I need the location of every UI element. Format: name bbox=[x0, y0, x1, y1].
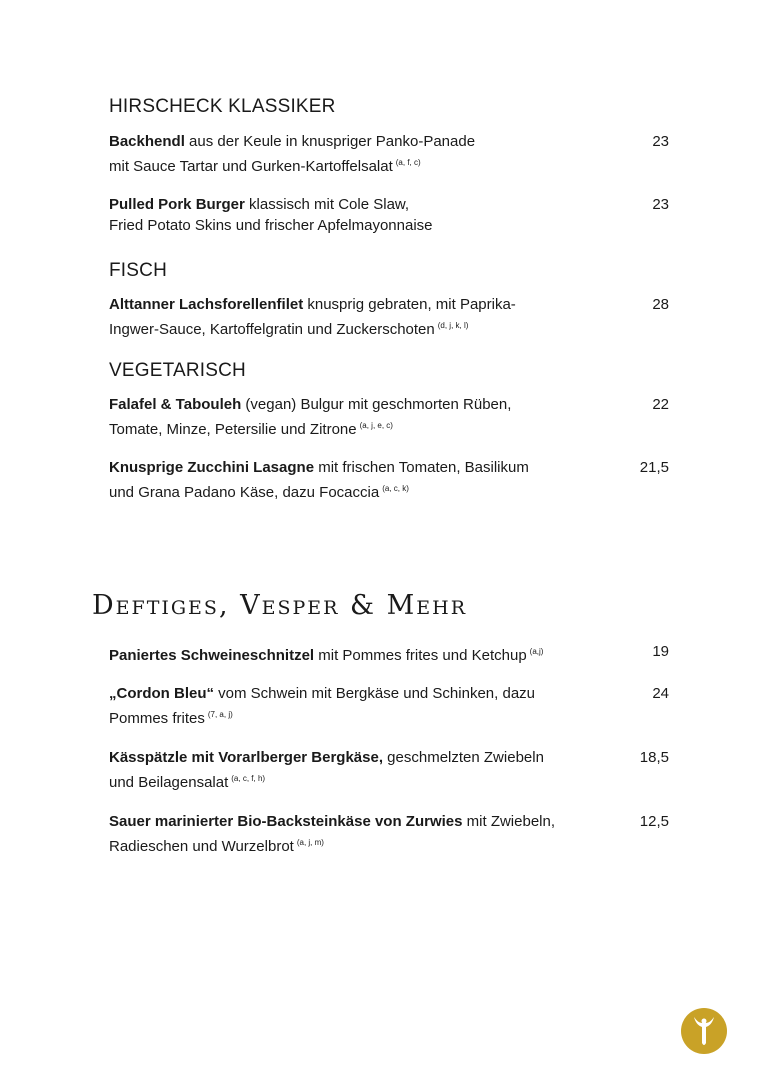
item-name: „Cordon Bleu“ bbox=[109, 685, 214, 702]
item-price: 19 bbox=[652, 643, 669, 660]
allergens: (a, f, c) bbox=[395, 158, 421, 167]
menu-item bbox=[109, 394, 669, 440]
item-text: knusprig gebraten, mit Paprika- bbox=[303, 296, 516, 313]
item-text-2: mit Sauce Tartar und Gurken-Kartoffelsalat bbox=[109, 158, 393, 175]
item-price: 24 bbox=[652, 685, 669, 702]
item-name: Kässpätzle mit Vorarlberger Bergkäse, bbox=[109, 749, 384, 766]
item-price: 23 bbox=[652, 133, 669, 150]
allergens: (a, c, k) bbox=[382, 484, 409, 493]
item-name: Knusprige Zucchini Lasagne bbox=[109, 459, 315, 476]
menu-item bbox=[109, 457, 669, 503]
item-text: mit Pommes frites und Ketchup bbox=[314, 647, 527, 664]
menu-item bbox=[109, 294, 669, 340]
allergens: (a,j) bbox=[529, 647, 544, 656]
item-price: 21,5 bbox=[639, 459, 669, 476]
section-title-vegetarisch: VEGETARISCH bbox=[109, 360, 246, 381]
item-text-2: und Beilagensalat bbox=[109, 774, 229, 791]
item-text-2: Tomate, Minze, Petersilie und Zitrone bbox=[109, 421, 357, 438]
item-text: vom Schwein mit Bergkäse und Schinken, dazu bbox=[214, 685, 535, 702]
allergens: (d, j, k, l) bbox=[437, 321, 469, 330]
item-name: Pulled Pork Burger bbox=[109, 196, 245, 213]
menu-item bbox=[109, 194, 669, 236]
item-text-2: Pommes frites bbox=[109, 710, 205, 727]
item-price: 22 bbox=[652, 396, 669, 413]
item-price: 28 bbox=[652, 296, 669, 313]
allergens: (a, j, e, c) bbox=[359, 421, 393, 430]
deer-logo-icon bbox=[680, 1007, 728, 1055]
item-name: Falafel & Tabouleh bbox=[109, 396, 242, 413]
section-title-deftiges: Deftiges, Vesper & Mehr bbox=[92, 590, 468, 621]
menu-item bbox=[109, 811, 669, 857]
item-name: Backhendl bbox=[109, 133, 185, 150]
item-text: mit frischen Tomaten, Basilikum bbox=[314, 459, 529, 476]
item-text-2: Radieschen und Wurzelbrot bbox=[109, 838, 294, 855]
section-title-fisch: FISCH bbox=[109, 260, 167, 281]
item-name: Paniertes Schweineschnitzel bbox=[109, 647, 315, 664]
item-price: 23 bbox=[652, 196, 669, 213]
menu-item bbox=[109, 641, 669, 666]
item-text: geschmelzten Zwiebeln bbox=[383, 749, 544, 766]
item-text-2: Fried Potato Skins und frischer Apfelmayonnaise bbox=[109, 217, 433, 234]
item-text: (vegan) Bulgur mit geschmorten Rüben, bbox=[241, 396, 512, 413]
item-text-2: Ingwer-Sauce, Kartoffelgratin und Zuckerschoten bbox=[109, 321, 435, 338]
item-name: Alttanner Lachsforellenfilet bbox=[109, 296, 304, 313]
allergens: (a, j, m) bbox=[296, 838, 324, 847]
menu-item bbox=[109, 131, 669, 177]
item-text-2: und Grana Padano Käse, dazu Focaccia bbox=[109, 484, 380, 501]
item-price: 12,5 bbox=[639, 813, 669, 830]
allergens: (a, c, f, h) bbox=[231, 774, 266, 783]
item-name: Sauer marinierter Bio-Backsteinkäse von Zurwies bbox=[109, 813, 463, 830]
allergens: (7, a, j) bbox=[207, 710, 233, 719]
menu-item bbox=[109, 747, 669, 793]
item-text: klassisch mit Cole Slaw, bbox=[244, 196, 410, 213]
item-text: aus der Keule in knuspriger Panko-Panade bbox=[184, 133, 476, 150]
item-price: 18,5 bbox=[639, 749, 669, 766]
item-text: mit Zwiebeln, bbox=[462, 813, 556, 830]
menu-item bbox=[109, 683, 669, 729]
section-title-klassiker: HIRSCHECK KLASSIKER bbox=[109, 96, 336, 117]
